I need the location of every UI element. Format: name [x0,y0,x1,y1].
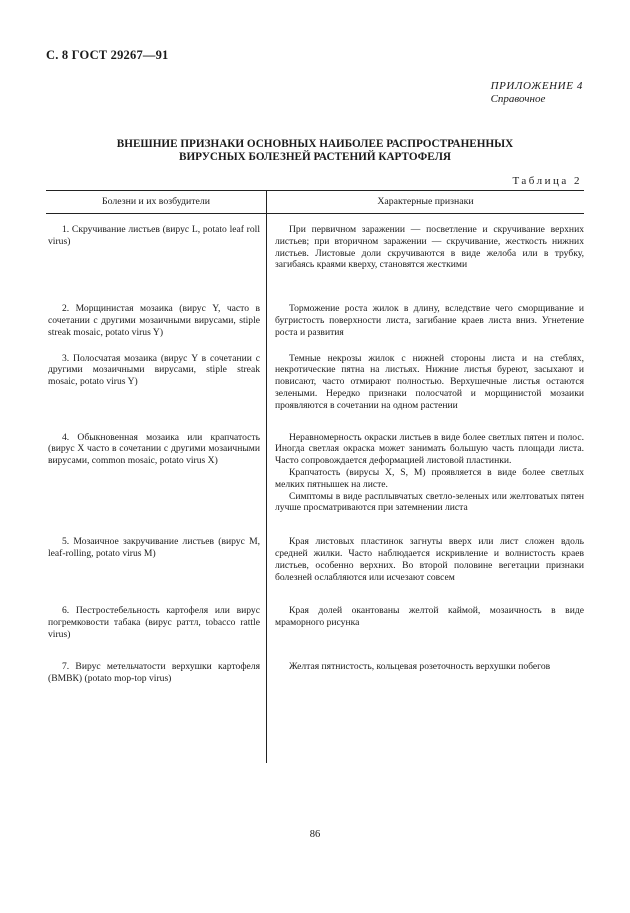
disease-name: 7. Вирус метельчатости верхушки картофеля (ВМВК) (potato mop-top virus) [48,660,260,684]
appendix-title: ПРИЛОЖЕНИЕ 4 [490,80,583,92]
signs-cell [266,583,584,640]
page-number: 86 [309,829,321,840]
disease-name: 3. Полосчатая мозаика (вирус Y в сочетании с другими мозаичными вирусами, stiple streak mosaic, potato virus Y) [48,352,260,388]
signs-paragraph: Темные некрозы жилок с нижней стороны листа и на стеблях, некротические пятна на листьях. Нижние листья буреют, засыхают и повисают, часто отмирают полностью. Верхушечные листья остаются зелеными. Нередко признаки полосчатой и морщинистой мозаики проявляются в сочетании на одном растении [275,352,584,411]
disease-name: 4. Обыкновенная мозаика или крапчатость (вирус X часто в сочетании с другими мозаичными вирусами, common mosaic, potato virus X) [48,431,260,467]
disease-cell [46,514,266,583]
signs-paragraph: Края долей окантованы желтой каймой, мозаичность в виде мраморного рисунка [275,605,584,629]
disease-cell [46,214,266,271]
signs-paragraph: Желтая пятнистость, кольцевая розеточность верхушки побегов [289,660,551,672]
disease-cell [46,339,266,412]
column-header-signs: Характерные признаки [266,191,584,213]
table-row [46,514,584,583]
signs-cell [266,514,584,583]
document-header: С. 8 ГОСТ 29267—91 [46,48,169,62]
signs-cell [266,214,584,271]
appendix-label [491,80,583,106]
column-header-disease: Болезни и их возбудители [101,196,211,208]
signs-paragraph: Края листовых пластинок загнуты вверх или лист сложен вдоль средней жилки. Часто наблюдается искривление и волнистость краев листьев, особенно верхних. Во второй половине вегетации признаки болезней ослабляются или исчезают совсем [275,536,584,583]
signs-paragraph: Симптомы в виде расплывчатых светло-зеленых или желтоватых пятен лучше просматриваются при затемнении листа [275,490,584,514]
table-label: Таблица 2 [512,175,582,187]
table-row [46,641,584,763]
table-row [46,583,584,640]
table-header [46,191,584,214]
signs-cell [266,641,584,763]
signs-paragraph: Крапчатость (вирусы X, S, M) проявляется в виде более светлых мелких пятнышек на листе. [275,466,584,490]
signs-paragraph: При первичном заражении — посветление и скручивание верхних листьев; при вторичном заражении — скручивание, жесткость нижних листьев. Листовые доли скручиваются в виде желоба или в трубку, загибаясь краями кверху, становятся жесткими [275,224,584,271]
disease-cell [46,271,266,338]
page-title [46,138,584,163]
signs-cell [266,412,584,515]
table-body [46,214,584,763]
disease-name: 6. Пестростебельность картофеля или вирус погремковости табака (вирус раттл, tobacco rattle virus) [48,605,260,640]
table-row [46,271,584,338]
table-row [46,412,584,515]
title-line-2: ВИРУСНЫХ БОЛЕЗНЕЙ РАСТЕНИЙ КАРТОФЕЛЯ [178,150,452,163]
signs-paragraph: Неравномерность окраски листьев в виде более светлых пятен и полос. Иногда светлая окраска может занимать большую часть площади листа. Часто сопровождается деформацией листовой пластинки. [275,431,584,467]
table-row [46,214,584,271]
disease-cell [46,583,266,640]
disease-cell [46,412,266,515]
appendix-subtitle: Справочное [490,93,546,105]
signs-cell [266,271,584,338]
disease-table [46,190,584,763]
table-row [46,339,584,412]
disease-name: 5. Мозаичное закручивание листьев (вирус M, leaf-rolling, potato virus M) [48,536,260,559]
signs-paragraph: Торможение роста жилок в длину, вследствие чего сморщивание и бугристость поверхности листа, загибание краев листа вниз. Угнетение роста и развития [275,303,584,338]
title-line-1: ВНЕШНИЕ ПРИЗНАКИ ОСНОВНЫХ НАИБОЛЕЕ РАСПРОСТРАНЕННЫХ [116,138,514,150]
signs-cell [266,339,584,412]
disease-name: 1. Скручивание листьев (вирус L, potato leaf roll virus) [48,224,260,247]
disease-name: 2. Морщинистая мозаика (вирус Y, часто в сочетании с другими мозаичными вирусами, stiple streak mosaic, potato virus Y) [48,303,260,338]
disease-cell [46,641,266,763]
